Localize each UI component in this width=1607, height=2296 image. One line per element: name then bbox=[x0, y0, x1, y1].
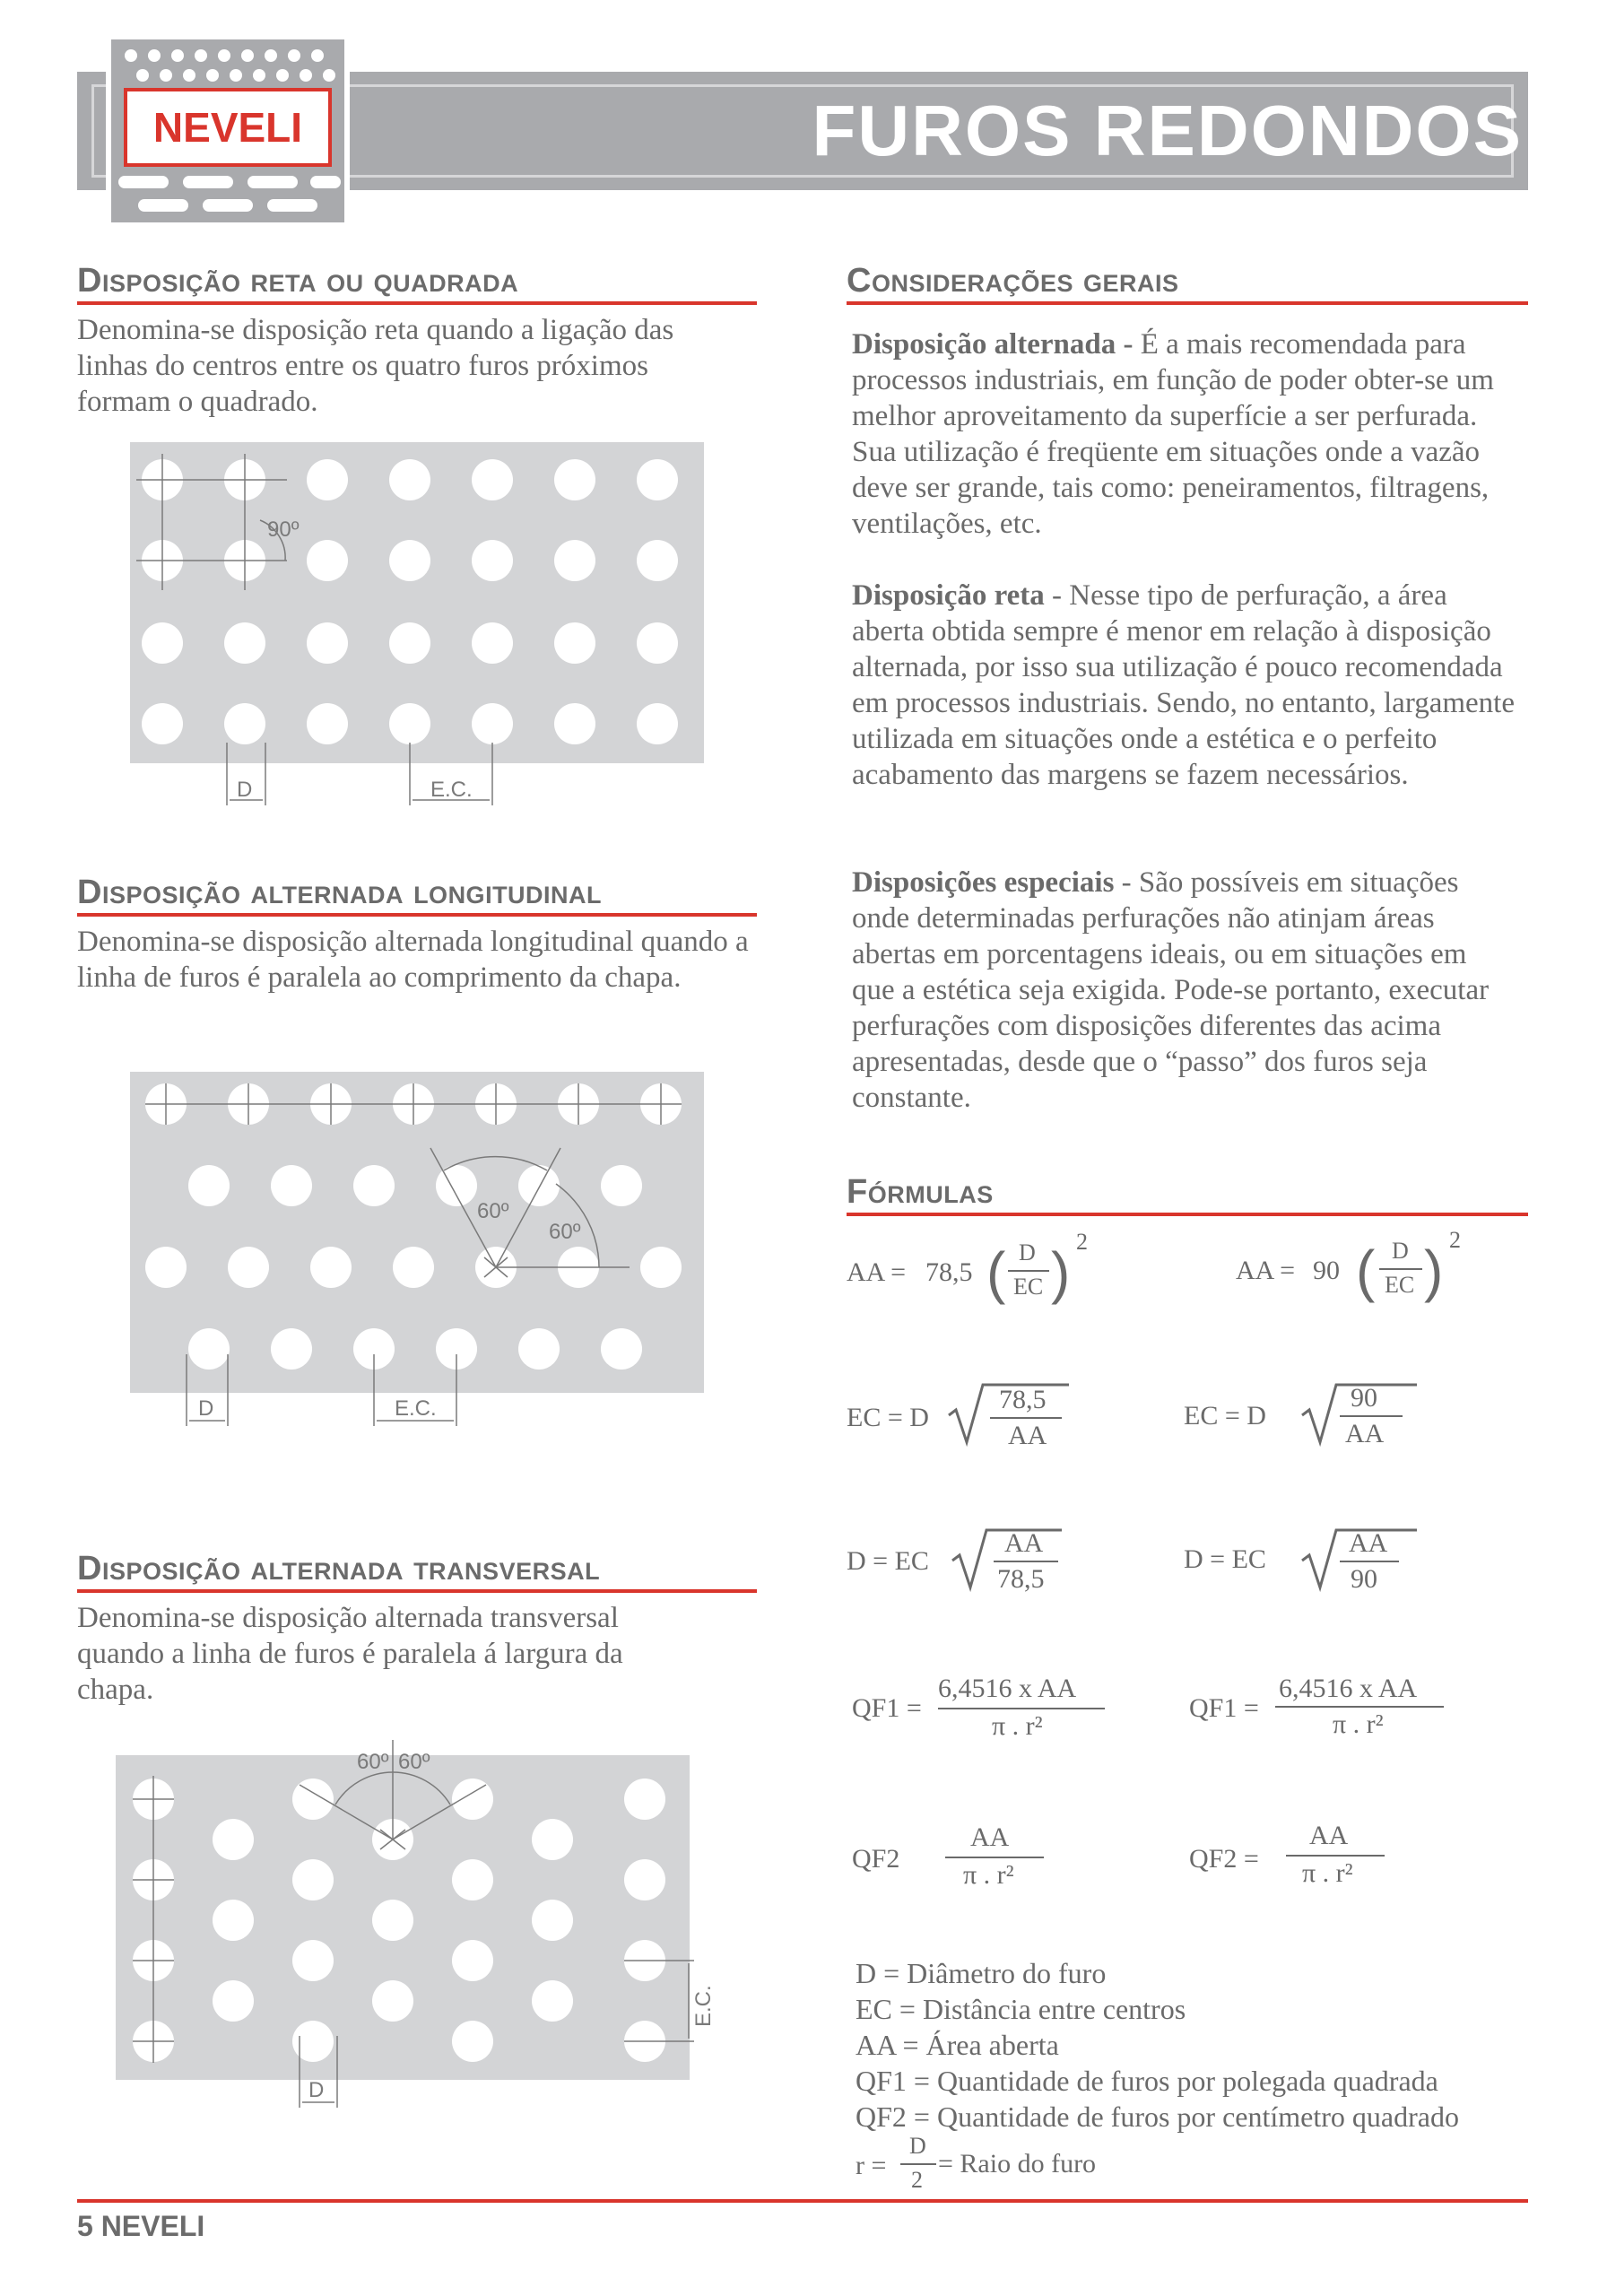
fraction-bar bbox=[1340, 1561, 1399, 1562]
section-title-formulas: Fórmulas bbox=[847, 1173, 994, 1211]
formula-lhs: AA = bbox=[847, 1257, 907, 1287]
paragraph-alternated-term: Disposição alternada - bbox=[852, 328, 1141, 361]
fraction-denominator: EC bbox=[1013, 1274, 1044, 1300]
section-text-straight: Denomina-se disposição reta quando a ligação das linhas do centros entre os quatro furos próximos formam o quadrado. bbox=[77, 314, 674, 418]
formula-lhs: EC = D bbox=[1184, 1401, 1266, 1431]
section-text-longitudinal: Denomina-se disposição alternada longitudinal quando a linha de furos é paralela ao comprimento da chapa. bbox=[77, 926, 749, 994]
formula-lhs: EC = D bbox=[847, 1403, 929, 1432]
radius-formula bbox=[856, 2133, 1125, 2193]
formula-ec-alternated bbox=[847, 1379, 1116, 1460]
fraction-denominator: AA bbox=[1008, 1421, 1047, 1450]
transversal-pattern-diagram bbox=[111, 1740, 739, 2117]
formula-d-alternated bbox=[847, 1525, 1116, 1605]
legend-center-distance: EC = Distância entre centros bbox=[856, 1993, 1186, 2025]
section-title-longitudinal: Disposição alternada longitudinal bbox=[77, 874, 603, 911]
fraction-bar bbox=[1008, 1270, 1049, 1272]
paragraph-special-text: - São possíveis em situações onde determinadas perfurações não atinjam áreas abertas em porcentagens ideais, ou em situações em que a estética seja exigida. Pode-se portanto, executar perfurações com disposições diferentes das acima apresentadas, desde que o “passo” dos furos seja constante. bbox=[852, 866, 1490, 1114]
fraction-denominator: AA bbox=[1345, 1419, 1385, 1448]
fraction-numerator: 6,4516 x AA bbox=[1279, 1674, 1418, 1703]
fraction-bar bbox=[990, 1417, 1062, 1419]
section-title-general: Considerações gerais bbox=[847, 262, 1179, 300]
section-rule bbox=[77, 913, 757, 917]
straight-pattern-diagram bbox=[126, 438, 717, 814]
fraction-denominator: EC bbox=[1385, 1272, 1415, 1298]
center-distance-label: E.C. bbox=[430, 778, 473, 802]
fraction-numerator: D bbox=[1392, 1238, 1409, 1264]
section-rule bbox=[847, 301, 1528, 305]
page-title: FUROS REDONDOS bbox=[812, 91, 1523, 170]
angle-label-2: 60º bbox=[549, 1220, 581, 1244]
fraction-numerator: D bbox=[909, 2133, 926, 2159]
center-distance-label: E.C. bbox=[395, 1396, 437, 1421]
fraction-bar bbox=[1275, 1706, 1444, 1708]
formula-lhs: QF1 = bbox=[1189, 1693, 1259, 1723]
section-title-transversal: Disposição alternada transversal bbox=[77, 1550, 601, 1587]
section-title-straight: Disposição reta ou quadrada bbox=[77, 262, 519, 300]
logo-text: NEVELI bbox=[152, 104, 303, 151]
formula-coefficient: 90 bbox=[1313, 1256, 1340, 1285]
fraction-bar bbox=[900, 2163, 936, 2165]
angle-label-2: 60º bbox=[398, 1750, 430, 1774]
fraction-numerator: D bbox=[1019, 1239, 1036, 1265]
paragraph-straight-term: Disposição reta bbox=[852, 579, 1045, 612]
neveli-logo bbox=[106, 36, 350, 226]
fraction-denominator: 2 bbox=[911, 2167, 923, 2193]
fraction-numerator: AA bbox=[1309, 1821, 1349, 1850]
paren-open: ( bbox=[1356, 1239, 1376, 1303]
formula-coefficient: 78,5 bbox=[925, 1257, 973, 1287]
fraction-bar bbox=[938, 1708, 1105, 1709]
formula-lhs: QF1 = bbox=[852, 1693, 922, 1723]
exponent: 2 bbox=[1076, 1229, 1088, 1255]
fraction-denominator: 90 bbox=[1351, 1564, 1377, 1594]
fraction-numerator: AA bbox=[1349, 1528, 1388, 1558]
center-distance-label: E.C. bbox=[691, 1985, 716, 2027]
paragraph-straight-text: - Nesse tipo de perfuração, a área aberta obtida sempre é menor em relação à disposição alternada, por isso sua utilização é pouco recomendada em processos industriais. Sendo, no entanto, largamente utilizada em situações onde a estética e o perfeito acabamento das margens se fazem necessários. bbox=[852, 579, 1515, 791]
fraction-numerator: 90 bbox=[1351, 1383, 1377, 1413]
legend-qf2: QF2 = Quantidade de furos por centímetro quadrado bbox=[856, 2100, 1459, 2133]
paragraph-alternated-text: É a mais recomendada para processos industriais, em função de poder obter-se um melhor aproveitamento da superfície a ser perfurada. Sua utilização é freqüente em situações onde a vazão deve ser grande, tais como: peneiramentos, filtragens, ventilações, etc. bbox=[852, 328, 1494, 540]
fraction-numerator: AA bbox=[1004, 1528, 1044, 1558]
formula-qf1-straight bbox=[1189, 1674, 1458, 1745]
angle-label: 90º bbox=[267, 517, 300, 542]
fraction-denominator: π . r² bbox=[1333, 1709, 1384, 1739]
formula-lhs: D = EC bbox=[1184, 1544, 1266, 1574]
section-rule bbox=[77, 1589, 757, 1593]
footer-page-label: 5 NEVELI bbox=[77, 2210, 205, 2242]
diameter-label: D bbox=[237, 778, 253, 802]
section-rule bbox=[847, 1213, 1528, 1216]
longitudinal-pattern-diagram bbox=[126, 1067, 717, 1444]
radius-description: = Raio do furo bbox=[938, 2149, 1097, 2179]
exponent: 2 bbox=[1449, 1227, 1461, 1253]
paragraph-alternated bbox=[852, 326, 1516, 542]
section-rule bbox=[77, 301, 757, 305]
angle-label-1: 60º bbox=[477, 1199, 509, 1223]
fraction-denominator: π . r² bbox=[963, 1860, 1014, 1890]
fraction-denominator: π . r² bbox=[1302, 1858, 1353, 1888]
formula-qf2-alternated bbox=[852, 1822, 1121, 1894]
formula-open-area-straight bbox=[1236, 1227, 1505, 1326]
formula-open-area-alternated bbox=[847, 1229, 1134, 1326]
formula-lhs: r = bbox=[856, 2151, 887, 2180]
formula-lhs: QF2 bbox=[852, 1844, 900, 1874]
paragraph-straight bbox=[852, 578, 1516, 793]
formula-d-straight bbox=[1184, 1525, 1453, 1605]
formula-ec-straight bbox=[1184, 1379, 1453, 1460]
fraction-bar bbox=[945, 1857, 1044, 1858]
fraction-numerator: 6,4516 x AA bbox=[938, 1674, 1077, 1703]
legend-open-area: AA = Área aberta bbox=[856, 2029, 1059, 2061]
formula-lhs: QF2 = bbox=[1189, 1844, 1259, 1874]
paren-close: ) bbox=[1424, 1239, 1444, 1303]
formula-qf1-alternated bbox=[852, 1674, 1121, 1745]
fraction-bar bbox=[1286, 1855, 1385, 1857]
fraction-bar bbox=[1379, 1268, 1422, 1270]
fraction-numerator: 78,5 bbox=[999, 1385, 1047, 1414]
formula-lhs: AA = bbox=[1236, 1256, 1296, 1285]
diameter-label: D bbox=[198, 1396, 214, 1421]
fraction-bar bbox=[1340, 1415, 1403, 1417]
formula-lhs: D = EC bbox=[847, 1546, 929, 1576]
fraction-denominator: 78,5 bbox=[997, 1564, 1045, 1594]
paragraph-special-term: Disposições especiais bbox=[852, 866, 1115, 899]
paren-open: ( bbox=[986, 1240, 1006, 1305]
paragraph-special bbox=[852, 865, 1516, 1116]
diameter-label: D bbox=[308, 2078, 325, 2102]
legend-qf1: QF1 = Quantidade de furos por polegada quadrada bbox=[856, 2065, 1438, 2097]
section-text-transversal: Denomina-se disposição alternada transversal quando a linha de furos é paralela á largura da chapa. bbox=[77, 1602, 623, 1706]
fraction-numerator: AA bbox=[970, 1822, 1010, 1852]
legend-diameter: D = Diâmetro do furo bbox=[856, 1957, 1107, 1989]
footer-rule bbox=[77, 2199, 1528, 2203]
formula-qf2-straight bbox=[1189, 1821, 1458, 1892]
paren-close: ) bbox=[1051, 1240, 1071, 1305]
fraction-denominator: π . r² bbox=[992, 1711, 1043, 1741]
angle-label-1: 60º bbox=[357, 1750, 389, 1774]
fraction-bar bbox=[994, 1561, 1058, 1562]
